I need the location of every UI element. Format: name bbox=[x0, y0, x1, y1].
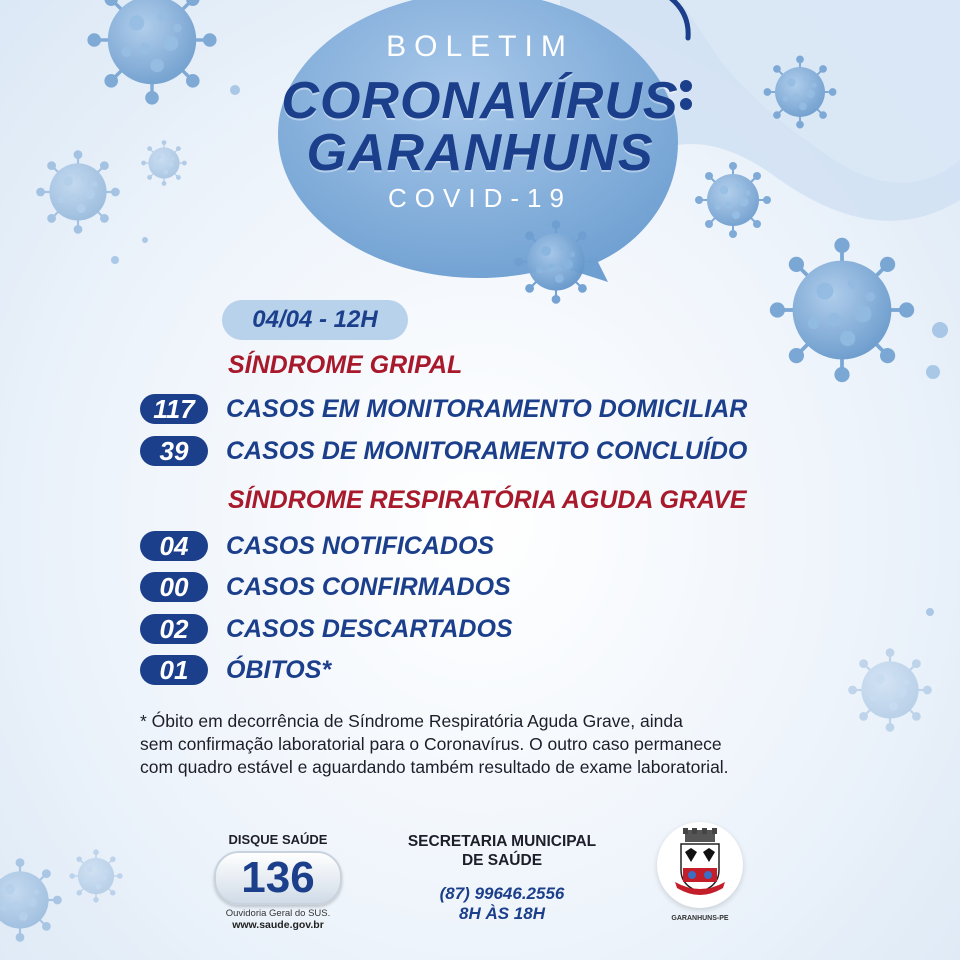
case-label: CASOS DE MONITORAMENTO CONCLUÍDO bbox=[226, 436, 748, 465]
secretaria-hours: 8H ÀS 18H bbox=[459, 904, 545, 923]
list-item bbox=[140, 393, 747, 425]
section-title-sindrome-gripal: SÍNDROME GRIPAL bbox=[228, 351, 463, 379]
disque-saude-logo bbox=[208, 832, 348, 931]
list-item bbox=[140, 530, 494, 562]
emblem-label: GARANHUNS-PE bbox=[671, 915, 729, 922]
list-item bbox=[140, 571, 511, 603]
title-coronavirus: CORONAVÍRUS bbox=[281, 72, 679, 130]
disque-saude-label: DISQUE SAÚDE bbox=[228, 832, 328, 847]
title-boletim: BOLETIM bbox=[386, 30, 574, 63]
disque-number-oval bbox=[214, 851, 342, 905]
case-count-badge: 01 bbox=[140, 655, 208, 685]
secretaria-line1: SECRETARIA MUNICIPAL bbox=[407, 833, 597, 850]
secretaria-contact bbox=[380, 832, 624, 924]
case-count-badge: 02 bbox=[140, 614, 208, 644]
footnote-line: com quadro estável e aguardando também resultado de exame laboratorial. bbox=[140, 757, 729, 777]
footnote-line: * Óbito em decorrência de Síndrome Respiratória Aguda Grave, ainda bbox=[140, 711, 683, 731]
disque-website: www.saude.gov.br bbox=[232, 919, 324, 931]
section-title-srag: SÍNDROME RESPIRATÓRIA AGUDA GRAVE bbox=[228, 486, 747, 514]
title-garanhuns: GARANHUNS bbox=[306, 124, 654, 182]
case-count-badge: 39 bbox=[140, 436, 208, 466]
footnote-line: sem confirmação laboratorial para o Coronavírus. O outro caso permanece bbox=[140, 734, 722, 754]
case-count-badge: 04 bbox=[140, 531, 208, 561]
disque-subtitle: Ouvidoria Geral do SUS. bbox=[225, 908, 331, 919]
case-label: CASOS CONFIRMADOS bbox=[226, 572, 511, 601]
disque-number: 136 bbox=[241, 853, 315, 902]
case-label: ÓBITOS* bbox=[226, 655, 332, 684]
case-count-badge: 00 bbox=[140, 572, 208, 602]
list-item bbox=[140, 613, 513, 645]
secretaria-line2: DE SAÚDE bbox=[461, 852, 543, 869]
garanhuns-coat-of-arms-icon bbox=[657, 822, 743, 908]
footnote bbox=[140, 710, 840, 779]
case-label: CASOS NOTIFICADOS bbox=[226, 531, 495, 560]
case-label: CASOS EM MONITORAMENTO DOMICILIAR bbox=[226, 394, 748, 423]
case-count-badge: 117 bbox=[140, 394, 208, 424]
list-item bbox=[140, 654, 331, 686]
title-covid19: COVID-19 bbox=[388, 183, 572, 213]
secretaria-phone: (87) 99646.2556 bbox=[439, 884, 565, 903]
date-badge: 04/04 - 12H bbox=[222, 300, 408, 340]
case-label: CASOS DESCARTADOS bbox=[226, 614, 513, 643]
list-item bbox=[140, 435, 747, 467]
